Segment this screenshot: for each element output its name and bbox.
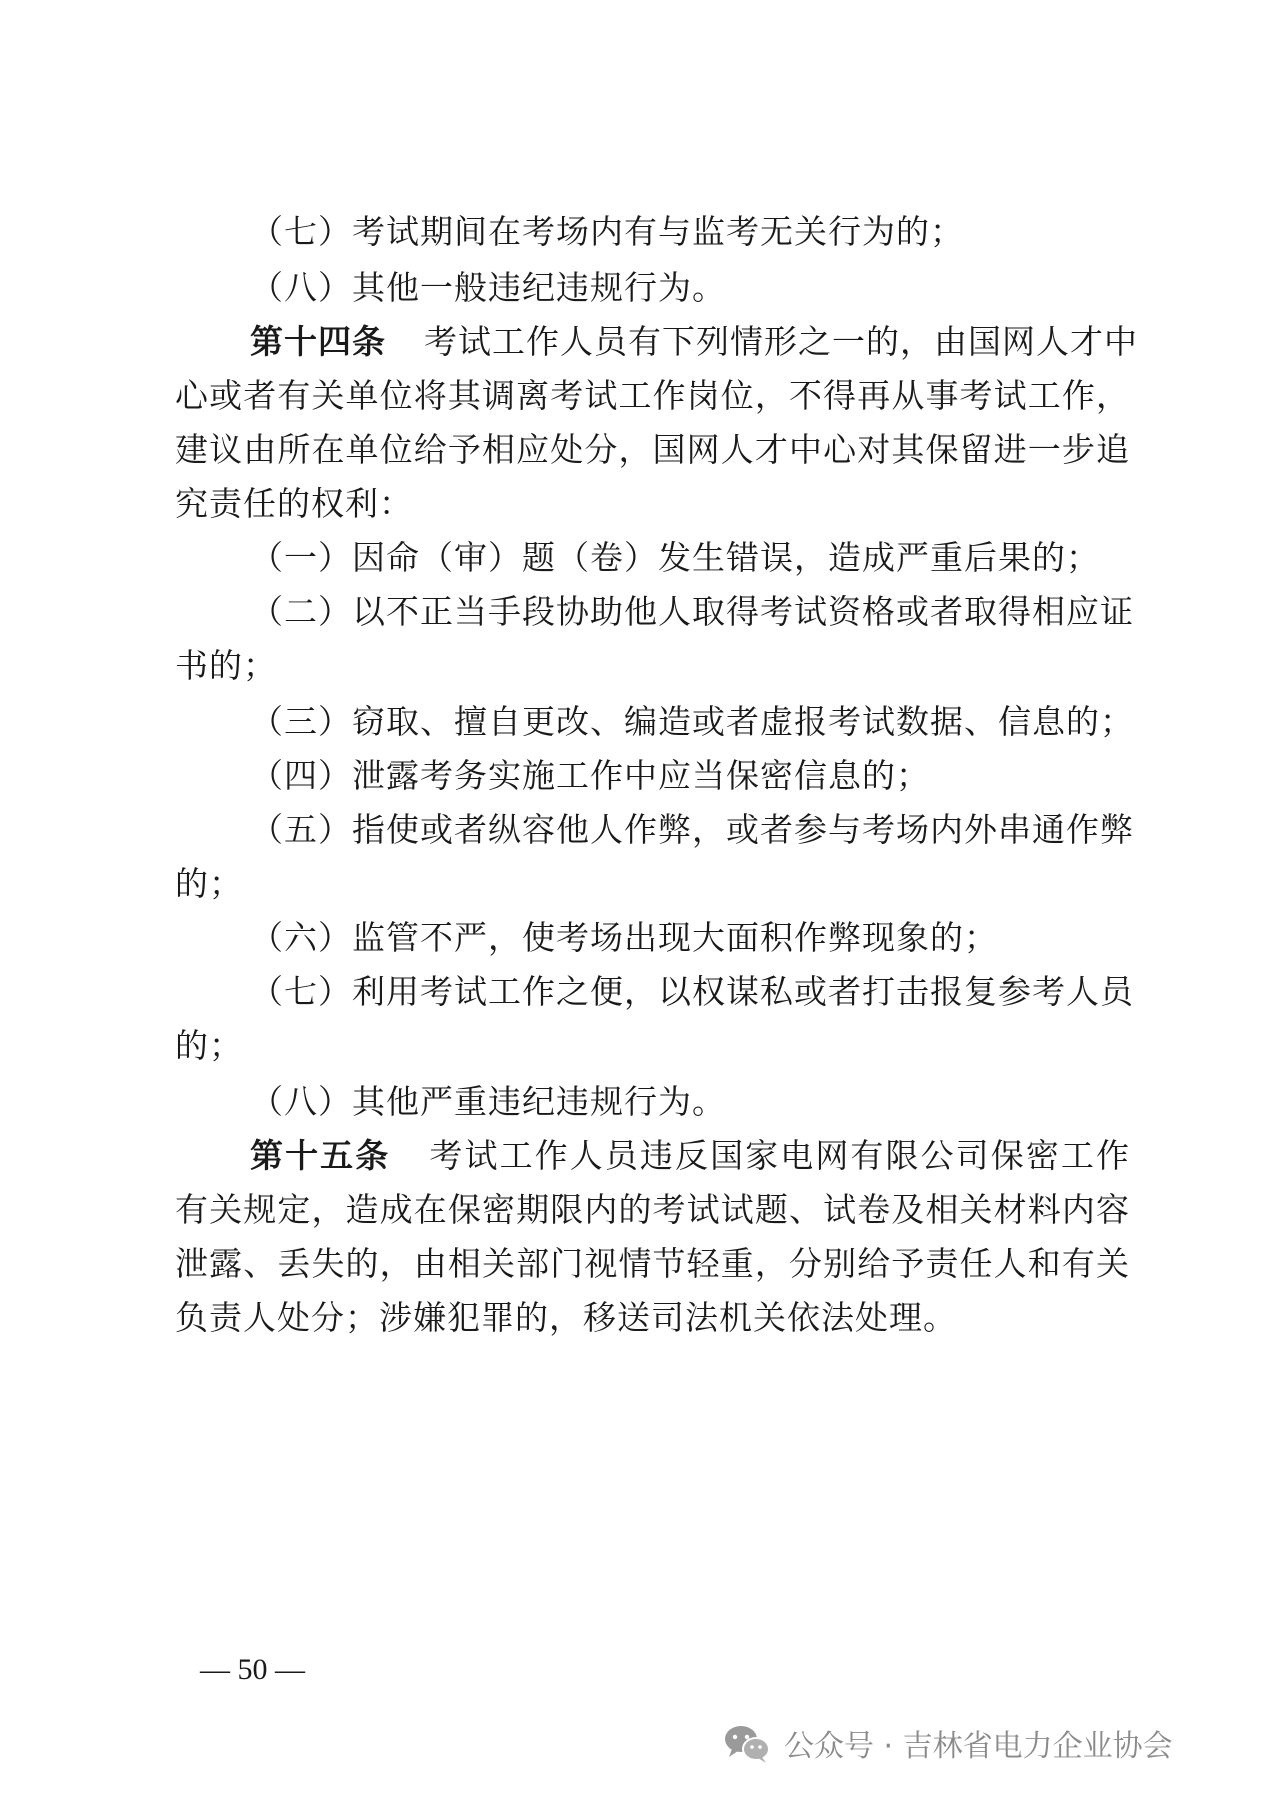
article-14-first-line [250,322,1138,362]
item-1: （一）因命（审）题（卷）发生错误，造成严重后果的； [250,538,1100,577]
item-7-continued: 的； [175,1026,243,1065]
item-5-continued: 的； [175,864,243,903]
item-4: （四）泄露考务实施工作中应当保密信息的； [250,756,930,795]
item-6: （六）监管不严，使考场出现大面积作弊现象的； [250,918,998,957]
page-number: — 50 — [200,1653,305,1686]
article-15-line-4: 负责人处分；涉嫌犯罪的，移送司法机关依法处理。 [175,1298,957,1337]
item-7-exam-behavior: （七）考试期间在考场内有与监考无关行为的； [250,212,964,251]
article-15-line-2: 有关规定，造成在保密期限内的考试试题、试卷及相关材料内容 [175,1190,1130,1229]
watermark [722,1718,1173,1768]
item-2-continued: 书的； [175,646,277,685]
article-15-label: 第十五条 [250,1136,391,1175]
item-8-general-violation: （八）其他一般违纪违规行为。 [250,268,726,307]
article-14-line-2: 心或者有关单位将其调离考试工作岗位，不得再从事考试工作， [175,376,1130,415]
item-5: （五）指使或者纵容他人作弊，或者参与考场内外串通作弊 [250,810,1134,849]
article-15-text: 考试工作人员违反国家电网有限公司保密工作 [428,1136,1131,1175]
item-2: （二）以不正当手段协助他人取得考试资格或者取得相应证 [250,592,1134,631]
article-14-label: 第十四条 [250,322,386,361]
article-15-line-3: 泄露、丢失的，由相关部门视情节轻重，分别给予责任人和有关 [175,1244,1130,1283]
item-3: （三）窃取、擅自更改、编造或者虚报考试数据、信息的； [250,702,1134,741]
article-14-text: 考试工作人员有下列情形之一的，由国网人才中 [424,322,1138,361]
item-7: （七）利用考试工作之便，以权谋私或者打击报复参考人员 [250,972,1134,1011]
article-15-first-line [250,1136,1130,1176]
wechat-icon [722,1721,772,1765]
article-14-line-4: 究责任的权利： [175,484,413,523]
watermark-text: 公众号 · 吉林省电力企业协会 [784,1729,1173,1764]
article-14-line-3: 建议由所在单位给予相应处分，国网人才中心对其保留进一步追 [175,430,1130,469]
item-8: （八）其他严重违纪违规行为。 [250,1082,726,1121]
